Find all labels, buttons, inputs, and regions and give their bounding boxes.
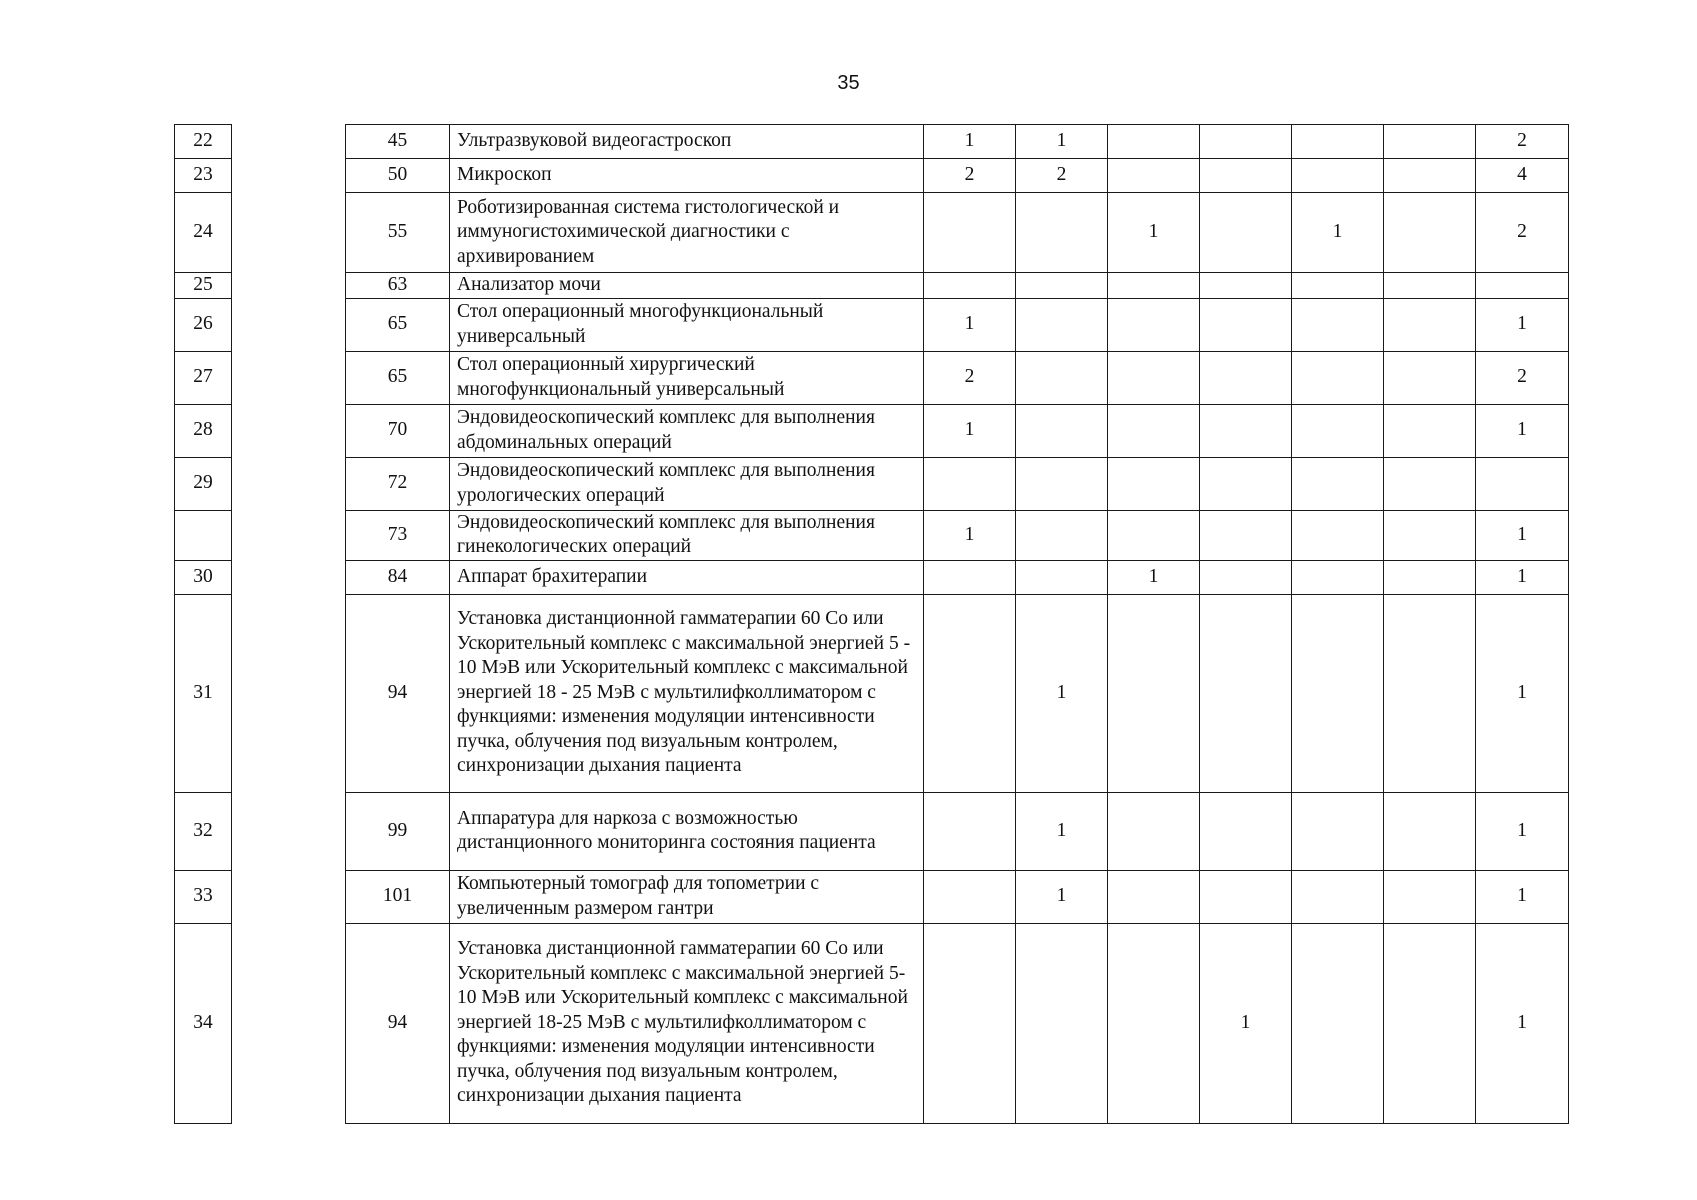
equipment-code-cell: 101 — [346, 870, 450, 923]
equipment-name-cell: Эндовидеоскопический комплекс для выполнения абдоминальных операций — [450, 404, 924, 457]
total-count-cell: 1 — [1476, 792, 1569, 870]
count-cell-1: 1 — [924, 404, 1016, 457]
blank-column-cell — [232, 594, 346, 792]
count-cell-5 — [1292, 273, 1384, 299]
row-number-cell: 26 — [175, 298, 232, 351]
count-cell-6 — [1384, 351, 1476, 404]
total-count-cell: 2 — [1476, 125, 1569, 159]
equipment-name-cell: Эндовидеоскопический комплекс для выполнения гинекологических операций — [450, 510, 924, 560]
count-cell-4 — [1200, 404, 1292, 457]
equipment-code-cell: 94 — [346, 923, 450, 1123]
row-number-cell: 31 — [175, 594, 232, 792]
equipment-name-cell: Роботизированная система гистологической и иммуногистохимической диагностики с архивированием — [450, 193, 924, 273]
count-cell-4 — [1200, 792, 1292, 870]
count-cell-5 — [1292, 457, 1384, 510]
row-number-cell: 33 — [175, 870, 232, 923]
table-row — [175, 870, 1569, 923]
table-row — [175, 273, 1569, 299]
blank-column-cell — [232, 125, 346, 159]
blank-column-cell — [232, 560, 346, 594]
count-cell-3 — [1108, 510, 1200, 560]
blank-column-cell — [232, 870, 346, 923]
table-row — [175, 594, 1569, 792]
equipment-code-cell: 50 — [346, 159, 450, 193]
equipment-code-cell: 99 — [346, 792, 450, 870]
total-count-cell: 1 — [1476, 510, 1569, 560]
count-cell-2 — [1016, 923, 1108, 1123]
table-row — [175, 510, 1569, 560]
equipment-code-cell: 65 — [346, 298, 450, 351]
count-cell-4 — [1200, 159, 1292, 193]
count-cell-4: 1 — [1200, 923, 1292, 1123]
total-count-cell: 4 — [1476, 159, 1569, 193]
blank-column-cell — [232, 457, 346, 510]
count-cell-2: 1 — [1016, 792, 1108, 870]
count-cell-6 — [1384, 404, 1476, 457]
count-cell-6 — [1384, 159, 1476, 193]
equipment-name-cell: Установка дистанционной гамматерапии 60 Со или Ускорительный комплекс с максимальной энергией 5-10 МэВ или Ускорительный комплекс с максимальной энергией 18-25 МэВ с мультилифколлиматором с функциями: изменения модуляции интенсивности пучка, облучения под визуальным контролем, синхронизации дыхания пациента — [450, 923, 924, 1123]
total-count-cell: 1 — [1476, 404, 1569, 457]
equipment-code-cell: 65 — [346, 351, 450, 404]
count-cell-5 — [1292, 510, 1384, 560]
count-cell-1 — [924, 560, 1016, 594]
equipment-name-cell: Аппаратура для наркоза с возможностью дистанционного мониторинга состояния пациента — [450, 792, 924, 870]
equipment-code-cell: 70 — [346, 404, 450, 457]
total-count-cell: 1 — [1476, 870, 1569, 923]
equipment-code-cell: 72 — [346, 457, 450, 510]
blank-column-cell — [232, 351, 346, 404]
equipment-name-cell: Микроскоп — [450, 159, 924, 193]
count-cell-4 — [1200, 273, 1292, 299]
blank-column-cell — [232, 193, 346, 273]
count-cell-5 — [1292, 870, 1384, 923]
count-cell-2 — [1016, 193, 1108, 273]
count-cell-3 — [1108, 125, 1200, 159]
table-row — [175, 560, 1569, 594]
count-cell-1: 2 — [924, 351, 1016, 404]
count-cell-3 — [1108, 594, 1200, 792]
count-cell-2 — [1016, 351, 1108, 404]
table-row — [175, 792, 1569, 870]
count-cell-6 — [1384, 273, 1476, 299]
row-number-cell: 22 — [175, 125, 232, 159]
count-cell-2: 2 — [1016, 159, 1108, 193]
row-number-cell: 28 — [175, 404, 232, 457]
total-count-cell: 2 — [1476, 193, 1569, 273]
count-cell-5: 1 — [1292, 193, 1384, 273]
count-cell-4 — [1200, 560, 1292, 594]
count-cell-3 — [1108, 273, 1200, 299]
row-number-cell: 25 — [175, 273, 232, 299]
count-cell-3: 1 — [1108, 193, 1200, 273]
equipment-name-cell: Стол операционный хирургический многофункциональный универсальный — [450, 351, 924, 404]
count-cell-4 — [1200, 510, 1292, 560]
table-row — [175, 193, 1569, 273]
count-cell-3 — [1108, 457, 1200, 510]
table-row — [175, 159, 1569, 193]
count-cell-2 — [1016, 404, 1108, 457]
row-number-cell: 29 — [175, 457, 232, 510]
count-cell-4 — [1200, 870, 1292, 923]
count-cell-5 — [1292, 125, 1384, 159]
count-cell-6 — [1384, 594, 1476, 792]
count-cell-4 — [1200, 351, 1292, 404]
count-cell-5 — [1292, 560, 1384, 594]
equipment-name-cell: Аппарат брахитерапии — [450, 560, 924, 594]
blank-column-cell — [232, 404, 346, 457]
count-cell-1: 1 — [924, 298, 1016, 351]
count-cell-1 — [924, 273, 1016, 299]
blank-column-cell — [232, 298, 346, 351]
total-count-cell — [1476, 457, 1569, 510]
count-cell-3 — [1108, 298, 1200, 351]
equipment-name-cell: Установка дистанционной гамматерапии 60 Со или Ускорительный комплекс с максимальной энергией 5 - 10 МэВ или Ускорительный комплекс с максимальной энергией 18 - 25 МэВ с мультилифколлиматором с функциями: изменения модуляции интенсивности пучка, облучения под визуальным контролем, синхронизации дыхания пациента — [450, 594, 924, 792]
count-cell-2 — [1016, 560, 1108, 594]
count-cell-1 — [924, 792, 1016, 870]
count-cell-6 — [1384, 923, 1476, 1123]
table-row — [175, 351, 1569, 404]
equipment-table — [174, 124, 1569, 1124]
equipment-code-cell: 55 — [346, 193, 450, 273]
count-cell-6 — [1384, 792, 1476, 870]
blank-column-cell — [232, 273, 346, 299]
equipment-code-cell: 63 — [346, 273, 450, 299]
count-cell-1 — [924, 870, 1016, 923]
count-cell-1: 1 — [924, 510, 1016, 560]
equipment-code-cell: 45 — [346, 125, 450, 159]
row-number-cell: 27 — [175, 351, 232, 404]
row-number-cell: 32 — [175, 792, 232, 870]
row-number-cell — [175, 510, 232, 560]
count-cell-2 — [1016, 510, 1108, 560]
table-row — [175, 923, 1569, 1123]
count-cell-4 — [1200, 594, 1292, 792]
row-number-cell: 24 — [175, 193, 232, 273]
count-cell-4 — [1200, 193, 1292, 273]
count-cell-4 — [1200, 125, 1292, 159]
count-cell-1 — [924, 457, 1016, 510]
count-cell-1 — [924, 193, 1016, 273]
page-number: 35 — [837, 72, 860, 94]
blank-column-cell — [232, 159, 346, 193]
count-cell-3 — [1108, 159, 1200, 193]
count-cell-1 — [924, 923, 1016, 1123]
count-cell-6 — [1384, 125, 1476, 159]
count-cell-6 — [1384, 510, 1476, 560]
count-cell-5 — [1292, 404, 1384, 457]
equipment-code-cell: 73 — [346, 510, 450, 560]
count-cell-5 — [1292, 159, 1384, 193]
total-count-cell: 2 — [1476, 351, 1569, 404]
equipment-name-cell: Стол операционный многофункциональный универсальный — [450, 298, 924, 351]
count-cell-3 — [1108, 792, 1200, 870]
table-row — [175, 457, 1569, 510]
row-number-cell: 34 — [175, 923, 232, 1123]
count-cell-6 — [1384, 193, 1476, 273]
count-cell-3 — [1108, 923, 1200, 1123]
count-cell-6 — [1384, 870, 1476, 923]
count-cell-2 — [1016, 298, 1108, 351]
equipment-name-cell: Ультразвуковой видеогастроскоп — [450, 125, 924, 159]
count-cell-1: 2 — [924, 159, 1016, 193]
blank-column-cell — [232, 792, 346, 870]
count-cell-3 — [1108, 404, 1200, 457]
count-cell-5 — [1292, 594, 1384, 792]
equipment-code-cell: 94 — [346, 594, 450, 792]
count-cell-2 — [1016, 457, 1108, 510]
count-cell-2 — [1016, 273, 1108, 299]
count-cell-5 — [1292, 792, 1384, 870]
count-cell-2: 1 — [1016, 125, 1108, 159]
count-cell-3 — [1108, 870, 1200, 923]
count-cell-4 — [1200, 457, 1292, 510]
count-cell-6 — [1384, 457, 1476, 510]
equipment-name-cell: Анализатор мочи — [450, 273, 924, 299]
total-count-cell: 1 — [1476, 594, 1569, 792]
table-row — [175, 298, 1569, 351]
table-row — [175, 404, 1569, 457]
table-row — [175, 125, 1569, 159]
total-count-cell: 1 — [1476, 923, 1569, 1123]
blank-column-cell — [232, 510, 346, 560]
equipment-code-cell: 84 — [346, 560, 450, 594]
count-cell-3 — [1108, 351, 1200, 404]
count-cell-1 — [924, 594, 1016, 792]
row-number-cell: 30 — [175, 560, 232, 594]
count-cell-4 — [1200, 298, 1292, 351]
count-cell-6 — [1384, 298, 1476, 351]
blank-column-cell — [232, 923, 346, 1123]
count-cell-5 — [1292, 298, 1384, 351]
equipment-name-cell: Эндовидеоскопический комплекс для выполнения урологических операций — [450, 457, 924, 510]
total-count-cell: 1 — [1476, 560, 1569, 594]
count-cell-1: 1 — [924, 125, 1016, 159]
count-cell-6 — [1384, 560, 1476, 594]
count-cell-2: 1 — [1016, 870, 1108, 923]
count-cell-3: 1 — [1108, 560, 1200, 594]
count-cell-2: 1 — [1016, 594, 1108, 792]
count-cell-5 — [1292, 923, 1384, 1123]
equipment-name-cell: Компьютерный томограф для топометрии с увеличенным размером гантри — [450, 870, 924, 923]
count-cell-5 — [1292, 351, 1384, 404]
row-number-cell: 23 — [175, 159, 232, 193]
total-count-cell — [1476, 273, 1569, 299]
total-count-cell: 1 — [1476, 298, 1569, 351]
